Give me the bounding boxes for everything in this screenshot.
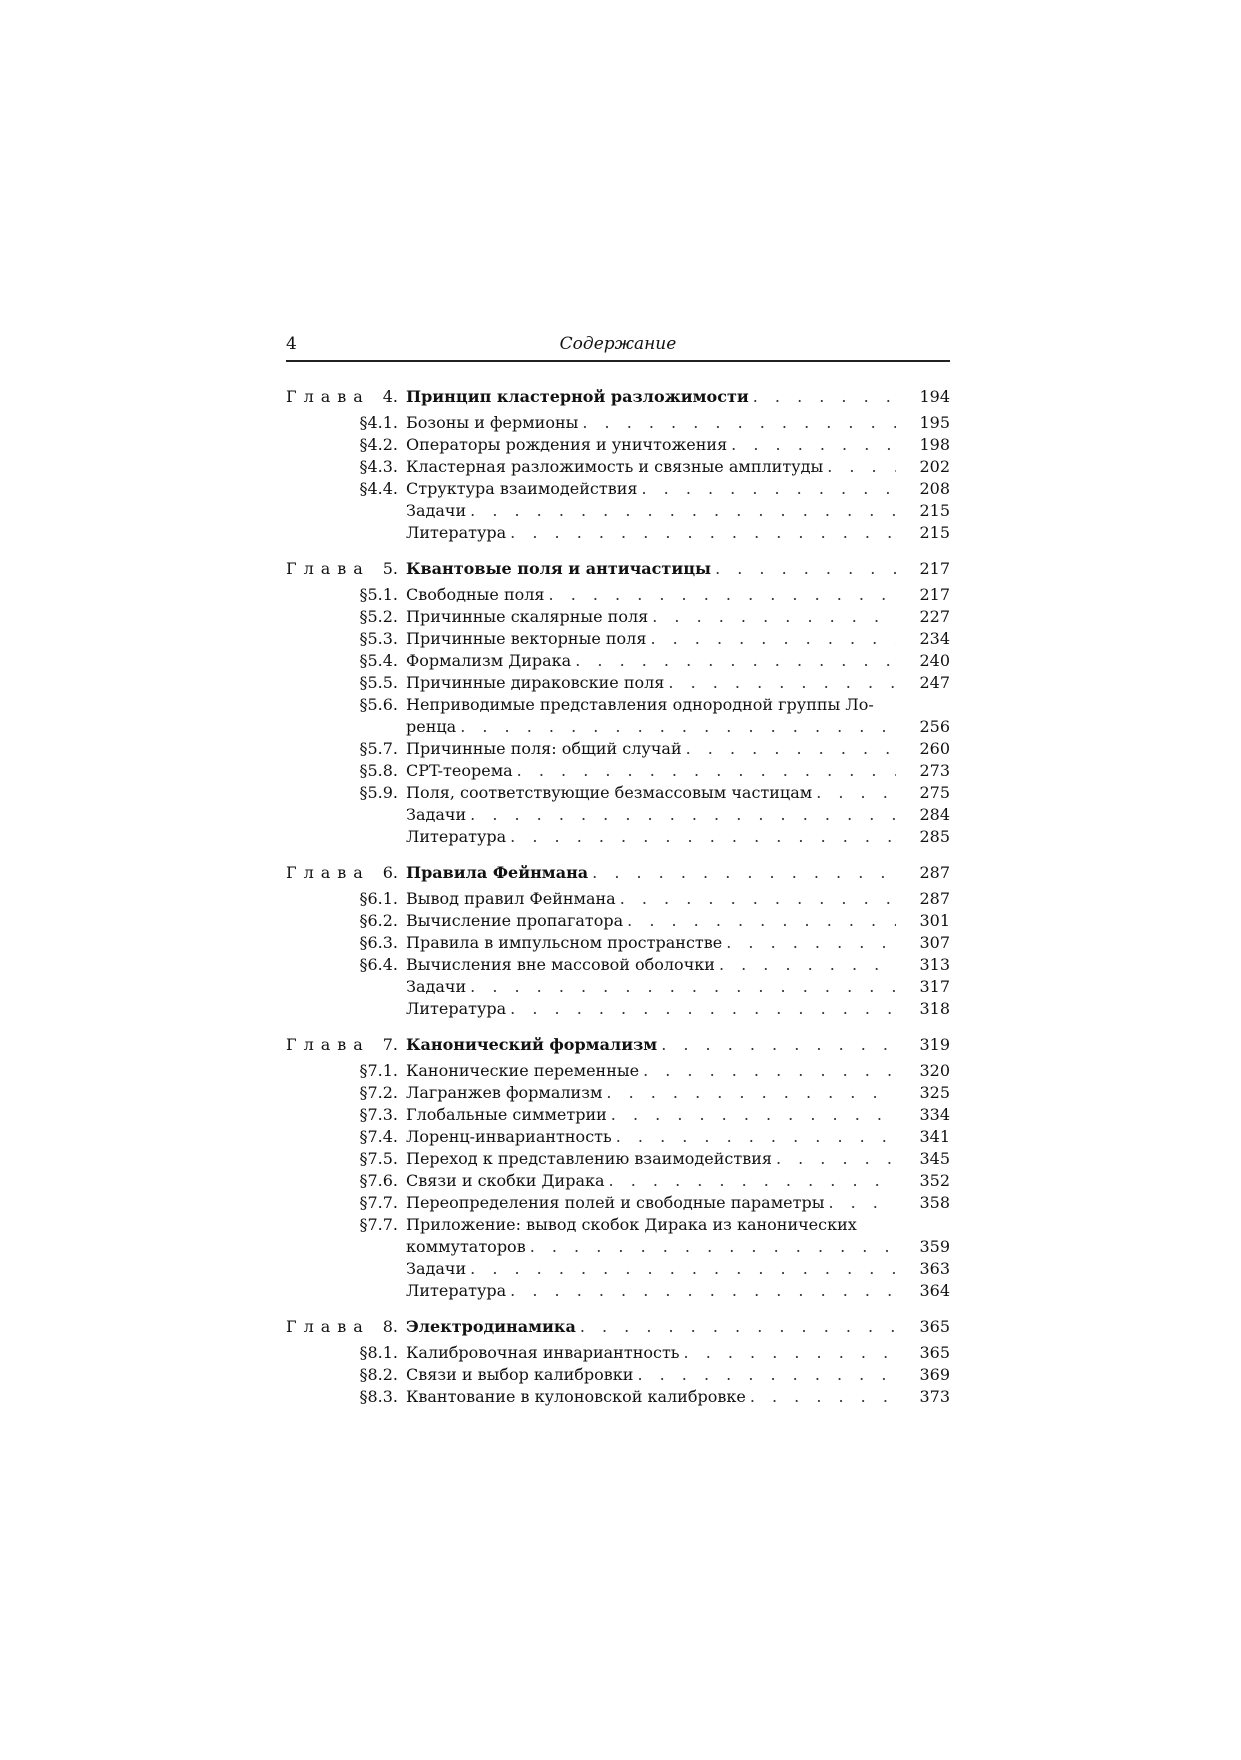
chapter-page: 194 [919, 387, 950, 406]
toc-section-entry[interactable] [286, 998, 950, 1020]
dot-leader [470, 1258, 896, 1280]
toc-section-continuation[interactable] [286, 716, 950, 738]
chapter-number: 5. [382, 559, 398, 578]
section-title: Глобальные симметрии [406, 1105, 607, 1124]
section-title-wrap [406, 760, 896, 782]
section-number: §4.2. [359, 435, 398, 454]
chapter-number: 6. [382, 863, 398, 882]
section-page: 358 [919, 1193, 950, 1212]
toc-section-entry[interactable] [286, 738, 950, 760]
toc-section-entry[interactable] [286, 456, 950, 478]
section-title: Задачи [406, 501, 467, 520]
dot-leader [592, 860, 896, 886]
toc-section-entry[interactable] [286, 412, 950, 434]
section-page: 341 [919, 1127, 950, 1146]
section-page: 215 [919, 501, 950, 520]
dot-leader [650, 628, 896, 650]
toc-section-entry[interactable] [286, 826, 950, 848]
chapter-title: Канонический формализм [406, 1035, 658, 1054]
toc-section-entry[interactable] [286, 434, 950, 456]
dot-leader [609, 1170, 896, 1192]
toc-section-entry[interactable] [286, 1342, 950, 1364]
toc-section-entry[interactable] [286, 584, 950, 606]
section-page: 256 [919, 717, 950, 736]
section-title-wrap [406, 738, 896, 760]
section-page: 198 [919, 435, 950, 454]
section-page: 217 [919, 585, 950, 604]
section-title: Переопределения полей и свободные параметры [406, 1193, 825, 1212]
dot-leader [470, 500, 896, 522]
section-title: Задачи [406, 1259, 467, 1278]
section-title: Операторы рождения и уничтожения [406, 435, 728, 454]
toc-chapter-entry[interactable] [286, 384, 950, 410]
section-page: 325 [919, 1083, 950, 1102]
section-title: Связи и скобки Дирака [406, 1171, 605, 1190]
toc-section-entry[interactable] [286, 1126, 950, 1148]
section-page: 227 [919, 607, 950, 626]
section-number: §4.4. [359, 479, 398, 498]
toc-section-entry[interactable] [286, 1386, 950, 1408]
toc-section-entry[interactable] [286, 1364, 950, 1386]
toc-section-entry[interactable] [286, 910, 950, 932]
dot-leader [637, 1364, 896, 1386]
section-title-wrap [406, 694, 896, 716]
section-title-wrap [406, 1342, 896, 1364]
dot-leader [753, 384, 896, 410]
section-title-wrap [406, 434, 896, 456]
toc-section-entry[interactable] [286, 672, 950, 694]
toc-section-entry[interactable] [286, 1170, 950, 1192]
section-title-wrap [406, 1258, 896, 1280]
section-page: 287 [919, 889, 950, 908]
section-title: Формализм Дирака [406, 651, 572, 670]
toc-section-entry[interactable] [286, 1258, 950, 1280]
chapter-label [286, 384, 406, 410]
section-page: 307 [919, 933, 950, 952]
section-title: Свободные поля [406, 585, 545, 604]
section-title-wrap [406, 1364, 896, 1386]
section-title: Правила в импульсном пространстве [406, 933, 723, 952]
dot-leader [510, 998, 896, 1020]
toc-section-entry[interactable] [286, 694, 950, 716]
toc-chapter-entry[interactable] [286, 556, 950, 582]
toc-section-entry[interactable] [286, 1104, 950, 1126]
section-number: §7.3. [359, 1105, 398, 1124]
section-number: §5.4. [359, 651, 398, 670]
section-title-wrap [406, 522, 896, 544]
toc-section-entry[interactable] [286, 478, 950, 500]
section-number: §7.4. [359, 1127, 398, 1146]
section-title-wrap [406, 932, 896, 954]
section-title-continued: коммутаторов [406, 1237, 526, 1256]
chapter-page: 287 [919, 863, 950, 882]
chapter-title-wrap [406, 1314, 896, 1340]
section-title: Причинные векторные поля [406, 629, 647, 648]
running-title: Содержание [559, 334, 677, 354]
section-title-wrap [406, 1280, 896, 1302]
section-number: §7.2. [359, 1083, 398, 1102]
dot-leader [616, 1126, 896, 1148]
section-number: §5.7. [359, 739, 398, 758]
dot-leader [611, 1104, 896, 1126]
section-number: §8.3. [359, 1387, 398, 1406]
section-page: 202 [919, 457, 950, 476]
chapter-title: Электродинамика [406, 1317, 576, 1336]
chapter-title: Правила Фейнмана [406, 863, 589, 882]
section-title: Приложение: вывод скобок Дирака из канонических [406, 1215, 857, 1234]
dot-leader [517, 760, 896, 782]
chapter-title: Принцип кластерной разложимости [406, 387, 749, 406]
section-number: §7.7. [359, 1215, 398, 1234]
section-title-wrap [406, 804, 896, 826]
section-number: §5.5. [359, 673, 398, 692]
dot-leader [715, 556, 896, 582]
dot-leader [530, 1236, 896, 1258]
section-title: Причинные скалярные поля [406, 607, 649, 626]
toc-page [286, 330, 950, 1408]
section-title-wrap [406, 954, 896, 976]
section-title: Вывод правил Фейнмана [406, 889, 616, 908]
section-title-wrap [406, 412, 896, 434]
section-title: Связи и выбор калибровки [406, 1365, 634, 1384]
dot-leader [827, 456, 896, 478]
section-title-wrap [406, 1170, 896, 1192]
dot-leader [460, 716, 896, 738]
section-title-wrap [406, 1214, 896, 1236]
section-number: §5.1. [359, 585, 398, 604]
page-number: 4 [286, 334, 297, 354]
dot-leader [510, 826, 896, 848]
toc-chapter-entry[interactable] [286, 1314, 950, 1340]
section-title-wrap [406, 456, 896, 478]
dot-leader [776, 1148, 896, 1170]
dot-leader [510, 522, 896, 544]
section-title-wrap [406, 500, 896, 522]
section-number: §7.7. [359, 1193, 398, 1212]
section-title: Вычисление пропагатора [406, 911, 624, 930]
section-number: §6.3. [359, 933, 398, 952]
dot-leader [470, 804, 896, 826]
toc-chapter-entry[interactable] [286, 860, 950, 886]
section-title-wrap [406, 998, 896, 1020]
section-page: 334 [919, 1105, 950, 1124]
section-title-wrap [406, 1148, 896, 1170]
section-title-wrap [406, 782, 896, 804]
chapter-word: Глава [286, 1035, 370, 1054]
section-page: 363 [919, 1259, 950, 1278]
section-title-wrap [406, 826, 896, 848]
section-title-wrap [406, 1192, 896, 1214]
chapter-title-wrap [406, 860, 896, 886]
chapter-page: 217 [919, 559, 950, 578]
chapter-label [286, 1314, 406, 1340]
section-page: 208 [919, 479, 950, 498]
section-page: 352 [919, 1171, 950, 1190]
section-title-wrap [406, 976, 896, 998]
dot-leader [684, 1342, 896, 1364]
section-title-wrap [406, 606, 896, 628]
section-title: Литература [406, 523, 507, 542]
section-page: 285 [919, 827, 950, 846]
section-title: Задачи [406, 977, 467, 996]
section-title-wrap [406, 628, 896, 650]
chapter-word: Глава [286, 1317, 370, 1336]
section-page: 359 [919, 1237, 950, 1256]
dot-leader [750, 1386, 896, 1408]
section-number: §5.3. [359, 629, 398, 648]
chapter-title: Квантовые поля и античастицы [406, 559, 712, 578]
toc-section-entry[interactable] [286, 976, 950, 998]
dot-leader [627, 910, 896, 932]
toc-section-entry[interactable] [286, 760, 950, 782]
section-title: Поля, соответствующие безмассовым частицам [406, 783, 813, 802]
section-page: 260 [919, 739, 950, 758]
chapter-word: Глава [286, 863, 370, 882]
section-title: Структура взаимодействия [406, 479, 638, 498]
chapter-label [286, 860, 406, 886]
section-page: 195 [919, 413, 950, 432]
dot-leader [643, 1060, 896, 1082]
section-title: Бозоны и фермионы [406, 413, 579, 432]
toc-section-entry[interactable] [286, 500, 950, 522]
toc-section-entry[interactable] [286, 888, 950, 910]
section-title: Кластерная разложимость и связные амплитуды [406, 457, 824, 476]
section-title-wrap [406, 1104, 896, 1126]
chapter-title-wrap [406, 556, 896, 582]
toc-section-entry[interactable] [286, 650, 950, 672]
section-page: 284 [919, 805, 950, 824]
dot-leader [816, 782, 896, 804]
section-number: §5.9. [359, 783, 398, 802]
section-page: 369 [919, 1365, 950, 1384]
toc-section-entry[interactable] [286, 1280, 950, 1302]
toc-section-entry[interactable] [286, 522, 950, 544]
section-page: 234 [919, 629, 950, 648]
dot-leader [620, 888, 896, 910]
toc-section-entry[interactable] [286, 782, 950, 804]
section-number: §8.1. [359, 1343, 398, 1362]
table-of-contents [286, 384, 950, 1408]
section-number: §4.1. [359, 413, 398, 432]
toc-section-entry[interactable] [286, 1082, 950, 1104]
section-number: §4.3. [359, 457, 398, 476]
section-page: 275 [919, 783, 950, 802]
dot-leader [719, 954, 896, 976]
toc-section-entry[interactable] [286, 1192, 950, 1214]
section-page: 365 [919, 1343, 950, 1362]
section-title-wrap [406, 1236, 896, 1258]
dot-leader [668, 672, 896, 694]
toc-section-entry[interactable] [286, 1060, 950, 1082]
section-title-wrap [406, 1126, 896, 1148]
toc-section-continuation[interactable] [286, 1236, 950, 1258]
section-title: Неприводимые представления однородной группы Ло- [406, 695, 874, 714]
section-page: 313 [919, 955, 950, 974]
dot-leader [686, 738, 896, 760]
dot-leader [661, 1032, 896, 1058]
section-page: 364 [919, 1281, 950, 1300]
section-title-wrap [406, 888, 896, 910]
section-title: Лагранжев формализм [406, 1083, 603, 1102]
dot-leader [641, 478, 896, 500]
section-title-wrap [406, 584, 896, 606]
toc-section-entry[interactable] [286, 804, 950, 826]
section-number: §5.6. [359, 695, 398, 714]
chapter-title-wrap [406, 384, 896, 410]
section-title-wrap [406, 1082, 896, 1104]
section-title: Квантование в кулоновской калибровке [406, 1387, 746, 1406]
section-title-wrap [406, 1060, 896, 1082]
section-number: §6.1. [359, 889, 398, 908]
section-number: §7.5. [359, 1149, 398, 1168]
chapter-page: 365 [919, 1317, 950, 1336]
chapter-word: Глава [286, 387, 370, 406]
dot-leader [510, 1280, 896, 1302]
toc-section-entry[interactable] [286, 954, 950, 976]
dot-leader [470, 976, 896, 998]
dot-leader [726, 932, 896, 954]
section-title-wrap [406, 672, 896, 694]
dot-leader [731, 434, 896, 456]
chapter-page: 319 [919, 1035, 950, 1054]
chapter-number: 4. [382, 387, 398, 406]
toc-chapter-entry[interactable] [286, 1032, 950, 1058]
dot-leader [575, 650, 896, 672]
toc-section-entry[interactable] [286, 628, 950, 650]
section-title: Вычисления вне массовой оболочки [406, 955, 715, 974]
chapter-label [286, 1032, 406, 1058]
section-title: Причинные дираковские поля [406, 673, 665, 692]
section-number: §7.6. [359, 1171, 398, 1190]
section-title: CPT-теорема [406, 761, 513, 780]
section-title-wrap [406, 910, 896, 932]
section-number: §7.1. [359, 1061, 398, 1080]
section-page: 301 [919, 911, 950, 930]
section-title-wrap [406, 1386, 896, 1408]
dot-leader [549, 584, 896, 606]
section-number: §6.2. [359, 911, 398, 930]
dot-leader [652, 606, 896, 628]
section-title: Литература [406, 827, 507, 846]
section-number: §5.8. [359, 761, 398, 780]
dot-leader [580, 1314, 896, 1340]
toc-section-entry[interactable] [286, 606, 950, 628]
section-title: Калибровочная инвариантность [406, 1343, 680, 1362]
dot-leader [582, 412, 896, 434]
section-page: 247 [919, 673, 950, 692]
chapter-number: 7. [382, 1035, 398, 1054]
chapter-title-wrap [406, 1032, 896, 1058]
section-title-continued: ренца [406, 717, 457, 736]
section-number: §8.2. [359, 1365, 398, 1384]
section-page: 373 [919, 1387, 950, 1406]
dot-leader [606, 1082, 896, 1104]
toc-section-entry[interactable] [286, 1148, 950, 1170]
section-title: Задачи [406, 805, 467, 824]
section-title: Причинные поля: общий случай [406, 739, 682, 758]
chapter-word: Глава [286, 559, 370, 578]
section-title: Переход к представлению взаимодействия [406, 1149, 772, 1168]
section-page: 215 [919, 523, 950, 542]
chapter-number: 8. [382, 1317, 398, 1336]
running-header [286, 330, 950, 362]
section-title-wrap [406, 478, 896, 500]
section-title-wrap [406, 650, 896, 672]
section-number: §5.2. [359, 607, 398, 626]
section-page: 240 [919, 651, 950, 670]
chapter-label [286, 556, 406, 582]
section-page: 318 [919, 999, 950, 1018]
section-page: 320 [919, 1061, 950, 1080]
section-title: Литература [406, 1281, 507, 1300]
section-page: 273 [919, 761, 950, 780]
section-page: 317 [919, 977, 950, 996]
toc-section-entry[interactable] [286, 932, 950, 954]
section-title-wrap [406, 716, 896, 738]
section-title: Канонические переменные [406, 1061, 640, 1080]
section-title: Лоренц-инвариантность [406, 1127, 612, 1146]
section-title: Литература [406, 999, 507, 1018]
toc-section-entry[interactable] [286, 1214, 950, 1236]
section-number: §6.4. [359, 955, 398, 974]
dot-leader [828, 1192, 896, 1214]
section-page: 345 [919, 1149, 950, 1168]
